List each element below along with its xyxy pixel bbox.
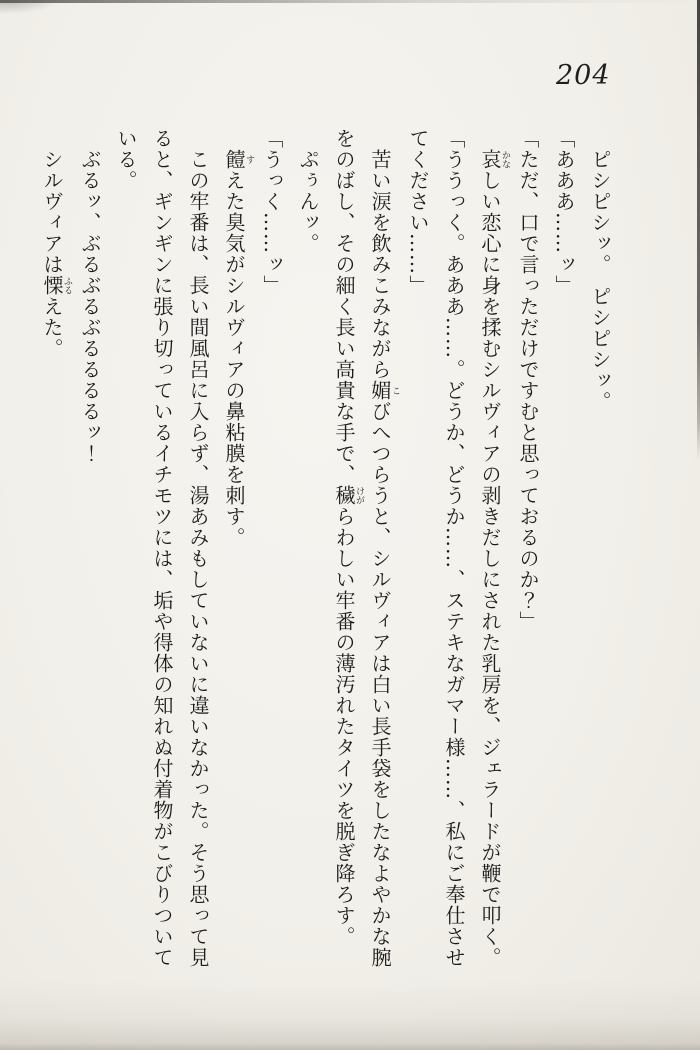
paragraph: この牢番は、長い間風呂に入らず、湯あみもしていないに違いなかった。そう思って見ると、ギンギンに張り切っているイチモツには、垢や得体の知れぬ付着物がこびりついている。 — [114, 128, 210, 968]
paragraph: 「うっく……ッ」 — [260, 128, 284, 296]
paragraph: 「ただ、口で言っただけですむと思っておるのか？」 — [516, 128, 540, 632]
paragraph: 「あああ……ッ」 — [552, 128, 576, 296]
paragraph: 饐すえた臭気がシルヴィアの鼻粘膜を刺す。 — [222, 149, 254, 548]
furigana-annotated-word: 饐す — [222, 149, 254, 170]
paragraph: ピシピシッ。 ピシピシッ。 — [588, 149, 612, 412]
scan-edge-top — [0, 0, 700, 3]
paragraph: 哀かなしい恋心に身を揉むシルヴィアの剥きだしにされた乳房を、ジェラードが鞭で叩く。 — [478, 149, 510, 968]
scan-corner-smudge — [0, 0, 60, 14]
furigana-annotated-word: 媚こ — [368, 380, 400, 401]
paragraph: ぷぅんッ。 — [296, 149, 320, 254]
furigana-annotated-word: 穢けが — [332, 485, 364, 506]
text-body — [34, 128, 618, 972]
paragraph: シルヴィアは慄ふるえた。 — [40, 149, 72, 359]
paragraph: 苦い涙を飲みこみながら媚こびへつらうと、シルヴィアは白い長手袋をしたなよやかな腕をのばし、その細く長い高貴な手で、穢けがらわしい牢番の薄汚れたタイツを脱ぎ降ろす。 — [332, 128, 400, 968]
scan-shadow-bottom — [0, 980, 700, 1050]
page-number: 204 — [556, 60, 611, 91]
furigana-annotated-word: 哀かな — [478, 149, 510, 170]
paragraph: 「ううっく。あああ……。どうか、どうか……、ステキなガマー様……、私にご奉仕させてください……」 — [406, 128, 466, 968]
paragraph: ぶるッ、ぶるぶるぶるるるるッ！ — [78, 149, 102, 464]
furigana-annotated-word: 慄ふる — [40, 275, 72, 296]
